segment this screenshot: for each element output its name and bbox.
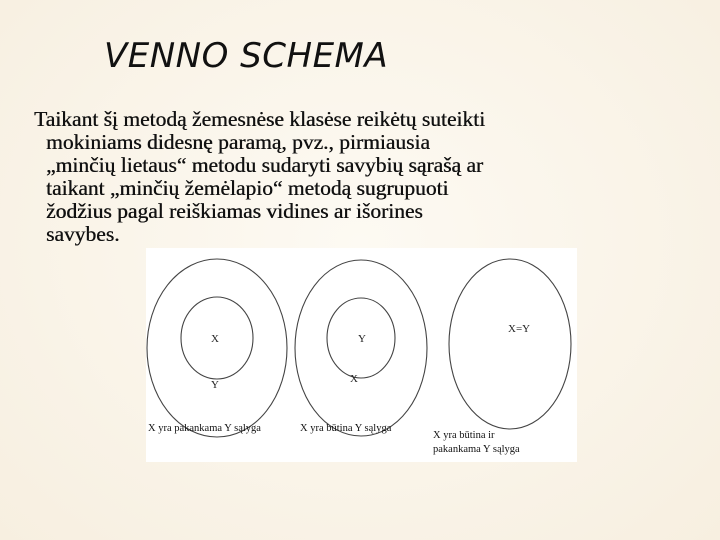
venn-diagram-svg [146, 248, 577, 462]
inner-label: X [211, 333, 219, 345]
outer-ellipse-x [295, 260, 427, 436]
body-line-5: žodžius pagal reiškiamas vidines ar išorines [46, 199, 423, 223]
caption-line-2: pakankama Y sąlyga [433, 444, 520, 455]
caption-line-1: X yra būtina ir [433, 430, 495, 441]
single-ellipse [449, 259, 571, 429]
panel-necessary-condition [295, 260, 427, 436]
body-text [34, 108, 694, 246]
body-line-4: taikant „minčių žemėlapio“ metodą sugrupuoti [46, 176, 449, 200]
outer-label: Y [211, 379, 219, 391]
body-line-6: savybes. [46, 222, 120, 246]
panel-necessary-and-sufficient [433, 259, 571, 455]
panel-sufficient-condition [147, 259, 287, 437]
slide-title: VENNO SCHEMA [104, 36, 389, 76]
caption: X yra būtina Y sąlyga [300, 423, 392, 434]
body-line-3: „minčių lietaus“ metodu sudaryti savybių sąrašą ar [46, 153, 484, 177]
equal-label: X=Y [508, 323, 531, 335]
venn-diagram-figure [146, 248, 577, 462]
body-line-1: Taikant šį metodą žemesnėse klasėse reikėtų suteikti [34, 107, 486, 131]
body-line-2: mokiniams didesnę paramą, pvz., pirmiausia [46, 130, 430, 154]
inner-label: Y [358, 333, 366, 345]
caption: X yra pakankama Y sąlyga [148, 423, 261, 434]
outer-ellipse-y [147, 259, 287, 437]
outer-label: X [350, 373, 358, 385]
